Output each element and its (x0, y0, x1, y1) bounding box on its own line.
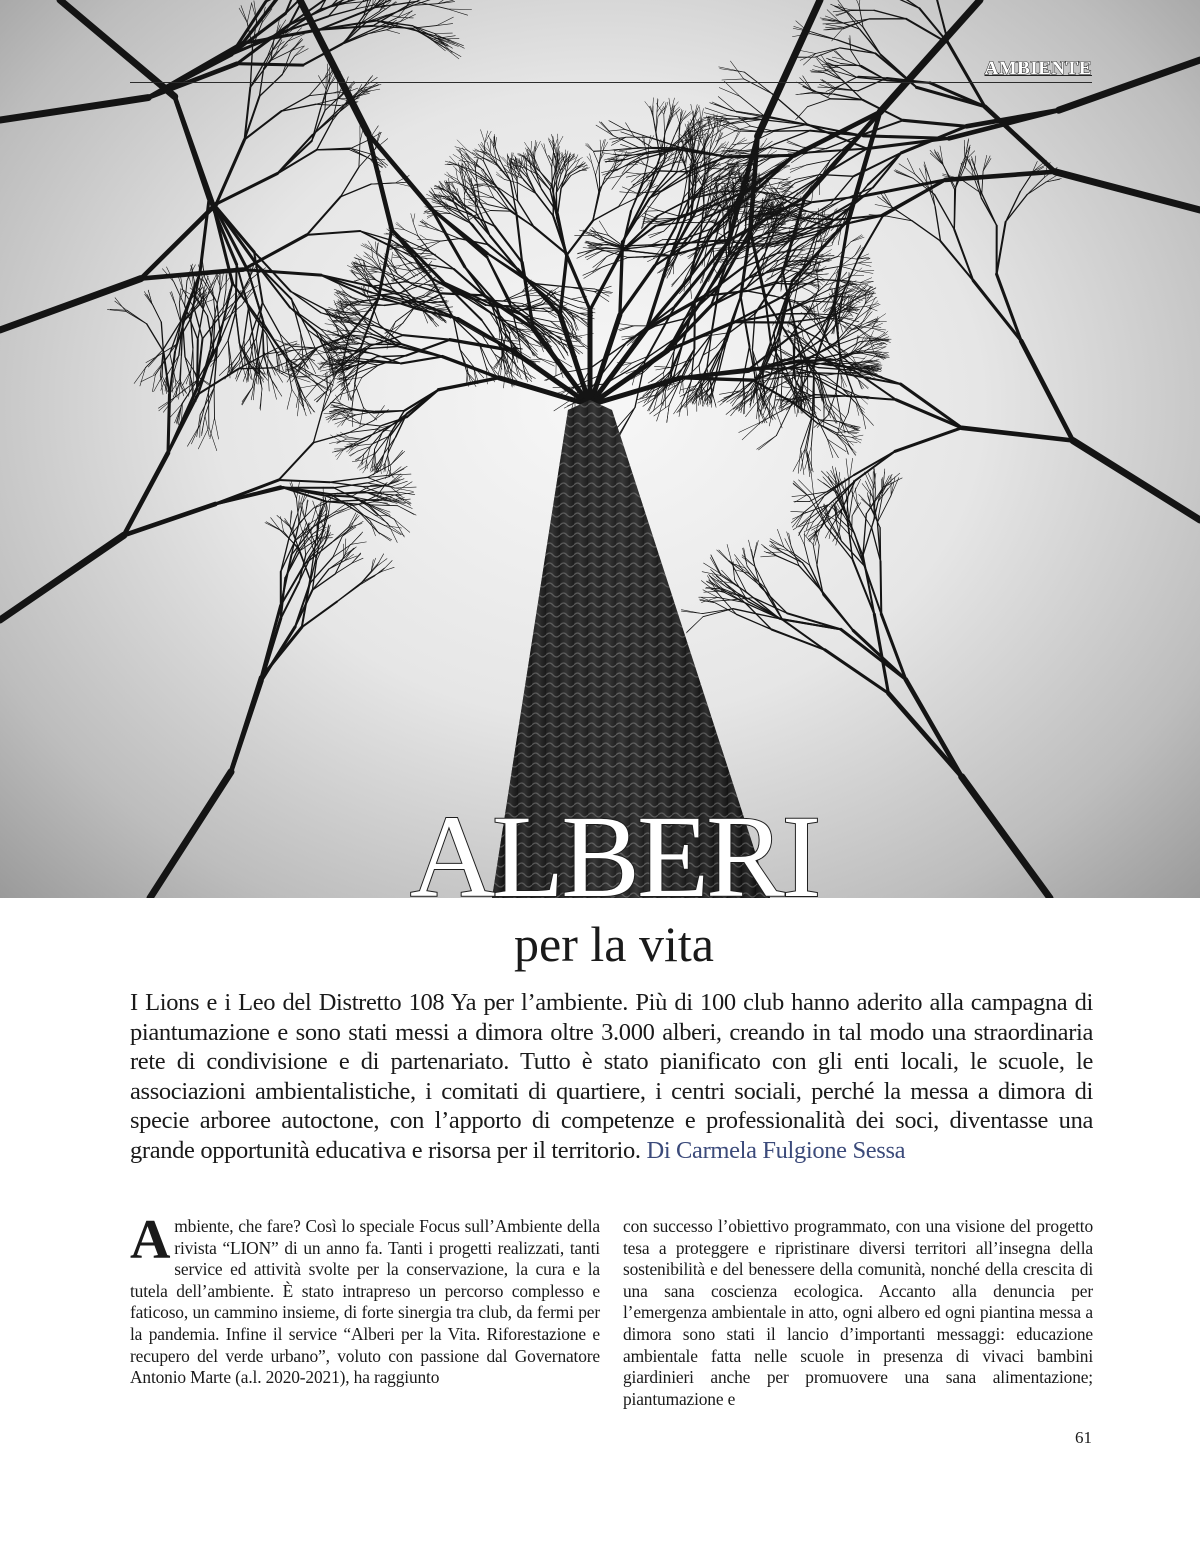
article-subtitle: per la vita (514, 916, 714, 972)
drop-cap: A (130, 1209, 171, 1271)
page-number: 61 (1075, 1428, 1092, 1447)
body-text-left: mbiente, che fare? Così lo speciale Focus sull’Ambiente della rivista “LION” di un anno fa. Tanti i progetti realizzati, tanti service ed attività svolte per la conservazione, la cura e la tutela dell’ambiente. È stato intrapreso un percorso complesso e faticoso, un cammino insieme, di forte sinergia tra club, da fermi per la pandemia. Infine il service “Alberi per la Vita. Riforestazione e recupero del verde urbano”, voluto con passione dal Governatore Antonio Marte (a.l. 2020-2021), ha raggiunto (130, 1216, 600, 1388)
article-title: ALBERI (409, 791, 819, 922)
lead-text: I Lions e i Leo del Distretto 108 Ya per l’ambiente. Più di 100 club hanno aderito alla campagna di piantumazione e sono stati messi a dimora oltre 3.000 alberi, creando in tal modo una straordinaria rete di condivisione e di partenariato. Tutto è stato pianificato con gli enti locali, le scuole, le associazioni ambientalistiche, i comitati di quartiere, i centri sociali, perché la messa a dimora di specie arboree autoctone, con l’apporto di competenze e professionalità dei soci, diventasse una grande opportunità educativa e risorsa per il territorio. (130, 989, 1093, 1164)
lead-paragraph (130, 988, 1093, 1166)
author-byline: Di Carmela Fulgione Sessa (646, 1136, 906, 1164)
section-label: AMBIENTE (984, 58, 1092, 79)
body-column-left (130, 1209, 600, 1389)
body-text-right: con successo l’obiettivo programmato, con una visione del progetto tesa a proteggere e ripristinare diversi territori all’insegna della sostenibilità e del benessere della comunità, nonché della crescita di una sana coscienza ecologica. Accanto alla denuncia per l’emergenza ambientale in atto, ogni albero ed ogni piantina messa a dimora sono stati il lancio d’importanti messaggi: educazione ambientale fatta nelle scuole in presenza di vivaci bambini giardinieri anche per promuovere una sana alimentazione; piantumazione e (623, 1216, 1093, 1409)
section-rule (130, 82, 1092, 83)
body-column-right (623, 1216, 1093, 1410)
